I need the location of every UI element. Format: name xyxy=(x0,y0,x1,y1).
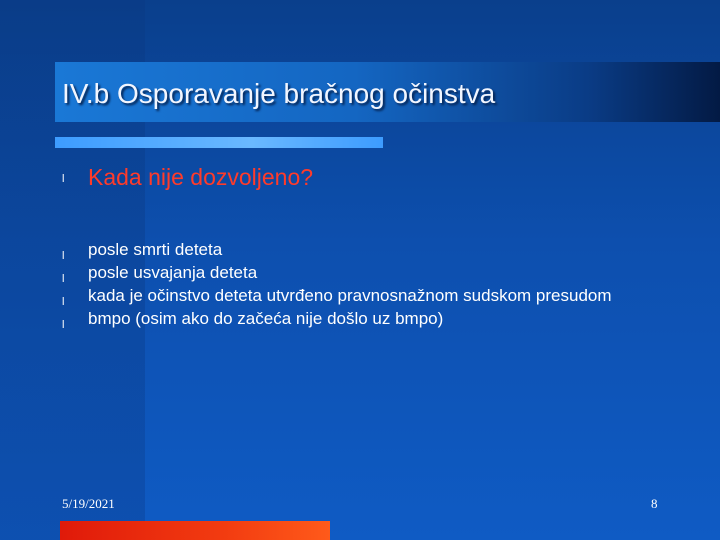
slide-title: IV.b Osporavanje bračnog očinstva xyxy=(62,78,496,109)
list-item-text: bmpo (osim ako do začeća nije došlo uz bmpo) xyxy=(88,309,444,328)
bullet-icon: l xyxy=(62,296,65,308)
bottom-accent-bar xyxy=(60,521,330,540)
accent-line xyxy=(55,137,383,148)
list-item-text: posle usvajanja deteta xyxy=(88,263,258,282)
bullet-icon: l xyxy=(62,250,65,262)
page-number: 8 xyxy=(651,496,658,511)
heading-row xyxy=(62,164,313,191)
list-item-text: posle smrti deteta xyxy=(88,240,223,259)
list-item xyxy=(62,239,662,261)
list-item-text: kada je očinstvo deteta utvrđeno pravnosnažnom sudskom presudom xyxy=(88,286,612,305)
bullet-icon: l xyxy=(62,273,65,285)
list-item xyxy=(62,308,662,330)
list-item xyxy=(62,285,662,307)
footer-date: 5/19/2021 xyxy=(62,496,115,511)
list-item xyxy=(62,262,662,284)
slide-heading: Kada nije dozvoljeno? xyxy=(88,164,314,190)
bullet-list xyxy=(62,239,662,331)
bullet-icon: l xyxy=(62,319,65,331)
bullet-icon: l xyxy=(62,173,65,185)
